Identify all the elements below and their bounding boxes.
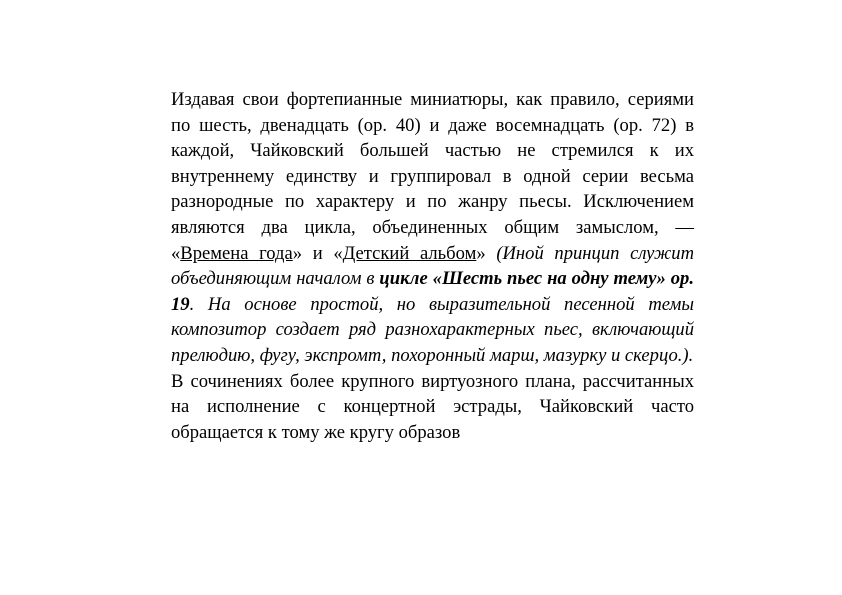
cycle-title: цикле «Шесть пьес на одну тему» ор. 19: [171, 268, 694, 315]
paragraph-2: В сочинениях более крупного виртуозного плана, рассчитанных на исполнение с концертной эстрады, Чайковский часто обращается к тому же кругу образов: [171, 370, 694, 443]
paragraph-1: [171, 87, 694, 369]
paragraph-1-close-quote: »: [476, 242, 497, 264]
childrens-album-link[interactable]: Детский альбом: [342, 242, 477, 264]
paragraph-1-text: Издавая свои фортепианные миниатюры, как правило, сериями по шесть, двенадцать (ор. 40) и даже восемнадцать (ор. 72) в каждой, Чайковский большей частью не стремился к их внутреннему единству и группировал в одной серии весьма разнородные по характеру и по жанру пьесы. Исключением являются два цикла, объединенных общим замыслом, — «: [171, 89, 694, 264]
body-text: [171, 87, 694, 445]
italic-intro: (Иной принцип служит объединяющим началом в: [171, 242, 694, 290]
seasons-link[interactable]: Времена года: [180, 242, 293, 264]
paragraph-1-conjunction: » и «: [292, 242, 343, 264]
italic-description: . На основе простой, но выразительной песенной темы композитор создает ряд разнохарактерных пьес, включающий прелюдию, фугу, экспромт, похоронный марш, мазурку и скерцо.).: [171, 293, 694, 366]
